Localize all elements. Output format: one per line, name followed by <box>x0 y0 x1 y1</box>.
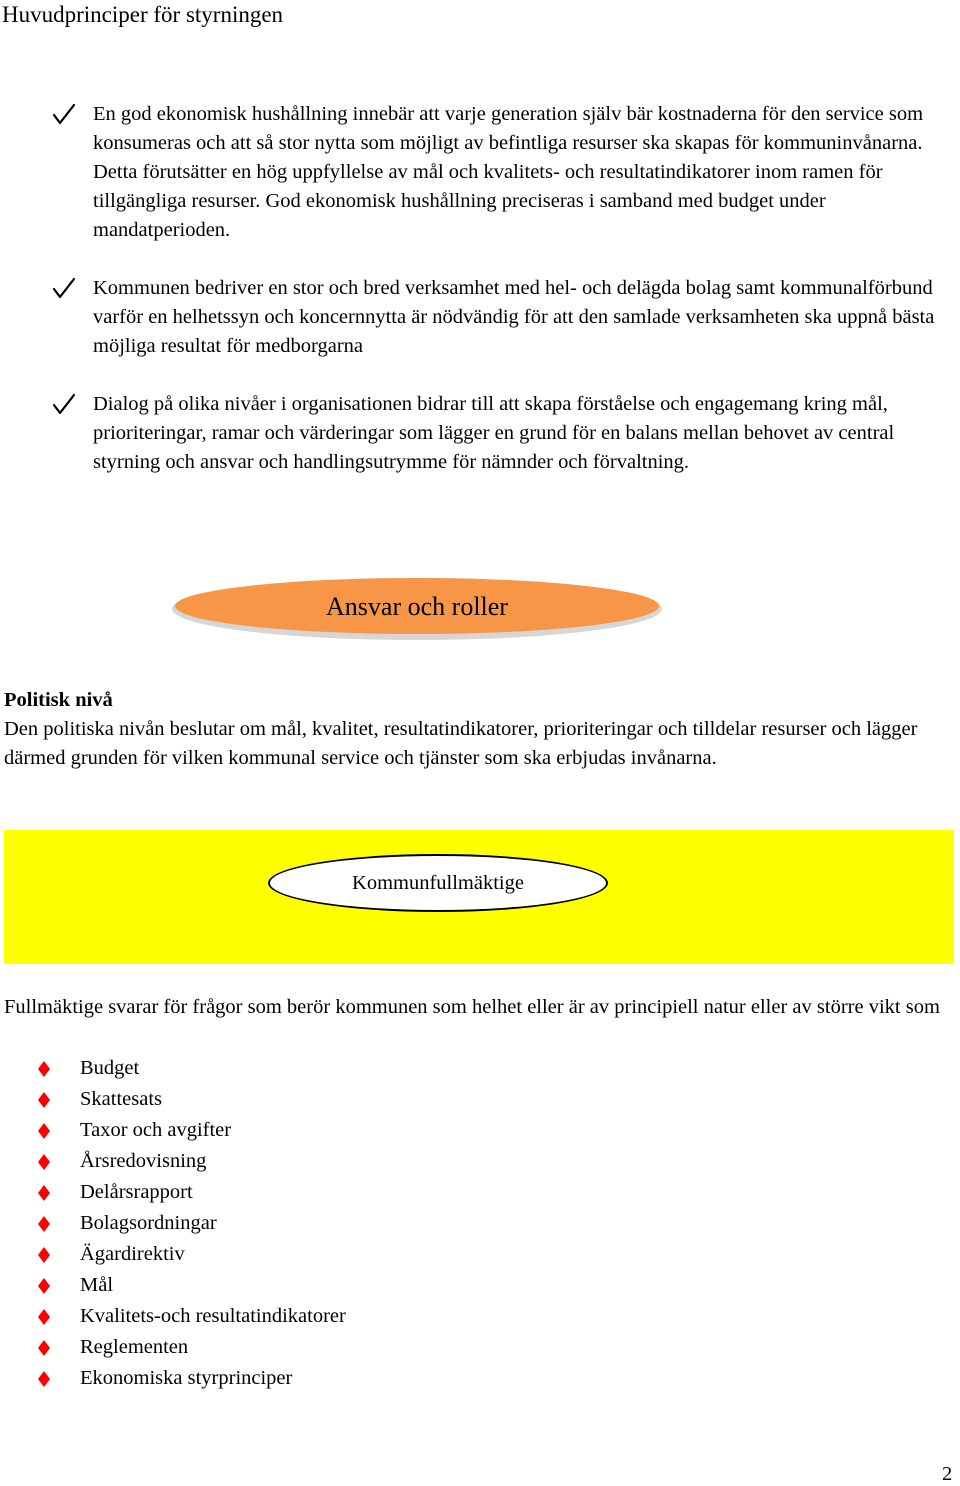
council-oval <box>268 854 608 912</box>
diamond-bullet-icon <box>38 1061 50 1077</box>
list-item-label: Kvalitets-och resultatindikatorer <box>80 1305 346 1327</box>
roles-banner <box>172 578 662 640</box>
diamond-bullet-icon <box>38 1092 50 1108</box>
list-item-label: Ekonomiska styrprinciper <box>80 1367 293 1389</box>
list-item-label: Reglementen <box>80 1336 189 1358</box>
list-item <box>38 1053 638 1084</box>
list-item-label: Skattesats <box>80 1088 162 1110</box>
list-item-label: Taxor och avgifter <box>80 1119 232 1141</box>
list-item <box>38 1084 638 1115</box>
principle-text: En god ekonomisk hushållning innebär att varje generation själv bär kostnaderna för den service som konsumeras och att så stor nytta som möjligt av befintliga resurser ska skapas för kommuninvånarna. Detta förutsätter en hög uppfyllelse av mål och kvalitets- och resultatindikatorer inom ramen för tillgängliga resurser. God ekonomisk hushållning preciseras i samband med budget under mandatperioden. <box>93 103 924 241</box>
page-heading: Huvudprinciper för styrningen <box>2 2 284 27</box>
political-level-text: Den politiska nivån beslutar om mål, kvalitet, resultatindikatorer, prioriteringar och tilldelar resurser och lägger därmed grunden för vilken kommunal service och tjänster som ska erbjudas invånarna. <box>4 718 918 769</box>
diamond-bullet-icon <box>38 1154 50 1170</box>
diamond-bullet-icon <box>38 1340 50 1356</box>
list-item <box>38 1270 638 1301</box>
diamond-bullet-icon <box>38 1371 50 1387</box>
list-item <box>38 1177 638 1208</box>
list-item <box>38 1332 638 1363</box>
list-item <box>38 1115 638 1146</box>
diamond-bullet-icon <box>38 1185 50 1201</box>
list-item-label: Delårsrapport <box>80 1181 193 1203</box>
checkmark-icon <box>52 274 76 303</box>
list-item <box>38 1239 638 1270</box>
principle-text: Kommunen bedriver en stor och bred verksamhet med hel- och delägda bolag samt kommunalförbund varför en helhetssyn och koncernnytta är nödvändig för att den samlade verksamheten ska uppnå bästa möjliga resultat för medborgarna <box>93 277 935 357</box>
council-intro: Fullmäktige svarar för frågor som berör kommunen som helhet eller är av principiell natur eller av större vikt som <box>4 996 940 1018</box>
list-item <box>38 1146 638 1177</box>
diamond-bullet-icon <box>38 1123 50 1139</box>
page-number: 2 <box>942 1463 953 1485</box>
diamond-bullet-icon <box>38 1309 50 1325</box>
list-item <box>38 1363 638 1394</box>
roles-banner-label: Ansvar och roller <box>326 592 508 621</box>
list-item <box>38 1301 638 1332</box>
checkmark-icon <box>52 390 76 419</box>
council-label: Kommunfullmäktige <box>352 872 524 894</box>
list-item <box>38 1208 638 1239</box>
list-item-label: Ägardirektiv <box>80 1243 185 1265</box>
checkmark-icon <box>52 100 76 129</box>
diamond-bullet-icon <box>38 1216 50 1232</box>
diamond-bullet-icon <box>38 1247 50 1263</box>
political-level-title: Politisk nivå <box>4 689 113 711</box>
list-item-label: Budget <box>80 1057 140 1079</box>
list-item-label: Bolagsordningar <box>80 1212 217 1234</box>
diamond-bullet-icon <box>38 1278 50 1294</box>
list-item-label: Årsredovisning <box>80 1150 207 1172</box>
principle-text: Dialog på olika nivåer i organisationen bidrar till att skapa förståelse och engagemang kring mål, prioriteringar, ramar och värderingar som lägger en grund för en balans mellan behovet av central styrning och ansvar och handlingsutrymme för nämnder och förvaltning. <box>93 393 895 473</box>
list-item-label: Mål <box>80 1274 114 1296</box>
